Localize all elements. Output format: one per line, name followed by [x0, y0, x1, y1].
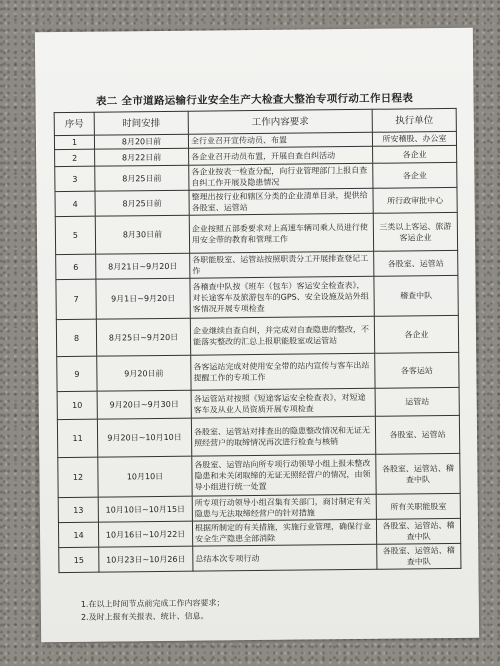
row-number: 4	[55, 191, 95, 216]
header-task: 工作内容要求	[188, 109, 372, 134]
row-time: 10月23日~10月26日	[99, 546, 193, 572]
row-task: 总结本次专项行动	[193, 544, 377, 571]
table-row	[58, 453, 460, 497]
row-task: 各企业按表一检查分配，向行业管理部门上报自查自纠工作开展及隐患情况	[189, 163, 373, 190]
row-time: 8月25日前	[95, 190, 189, 216]
row-unit: 所有关职能股室	[376, 493, 460, 519]
row-unit: 所安稽股、办公室	[372, 131, 456, 146]
table-row	[57, 387, 459, 419]
row-task: 各客运站完成对使用安全带的站内宣传与客车出站提醒工作的专项工作	[191, 353, 375, 390]
header-time: 时间安排	[94, 111, 188, 135]
row-number: 7	[56, 279, 96, 319]
row-task: 各企业召开动员布置，开展自查自纠活动	[189, 146, 373, 165]
row-number: 3	[55, 166, 95, 191]
row-task: 各股室、运管站向所专项行动领导小组上报未整改隐患和未关闭取缔的无证无照经营户的情况，由领导小组进行统一处置	[192, 454, 376, 496]
table-row	[55, 212, 457, 254]
row-time: 10月16日~10月22日	[98, 521, 192, 547]
row-task: 企业继续自查自纠，并完成对自查隐患的整改，不能落实整改的汇总上报职能股室或运管站	[190, 316, 374, 355]
row-time: 8月20日前	[94, 134, 188, 149]
row-task: 各职能股室、运管站按照职责分工开展排查登记工作	[190, 251, 374, 278]
row-number: 2	[55, 149, 95, 166]
row-unit: 运管站	[375, 387, 459, 416]
row-unit: 各客运站	[375, 352, 459, 388]
row-unit: 稽查中队	[374, 275, 458, 316]
row-unit: 各股室、运管站、稽查中队	[377, 543, 461, 569]
row-task: 所专项行动领导小组召集有关部门，商讨制定有关隐患与无法取缔经营户的针对措施	[192, 494, 376, 521]
row-time: 8月30日前	[95, 215, 189, 254]
document-title: 表二 全市道路运输行业安全生产大检查大整治专项行动工作日程表	[95, 92, 414, 108]
row-task: 各运管站对按照《短途客运安全检查表》，对短途客车及从业人员资质开展专项检查	[191, 388, 375, 418]
row-time: 9月20日~10月10日	[97, 418, 191, 457]
table-row	[59, 543, 461, 572]
row-unit: 所行政审批中心	[373, 187, 457, 213]
row-number: 15	[59, 547, 99, 572]
header-no: 序号	[54, 112, 94, 135]
row-number: 1	[54, 135, 94, 149]
row-unit: 三类以上客运、旅游客运企业	[373, 212, 457, 251]
row-task: 各股室、运管站对排查出的隐患整改情况和无证无照经营户的取缔情况再次进行检查与核销	[191, 416, 375, 456]
row-time: 9月20日前	[97, 355, 191, 391]
row-unit: 各股室、运管站、稽查中队	[376, 518, 460, 544]
row-number: 14	[58, 522, 98, 547]
header-unit: 执行单位	[372, 108, 456, 132]
row-number: 13	[58, 497, 98, 522]
row-time: 8月22日前	[95, 148, 189, 166]
table-row	[57, 415, 459, 457]
row-task: 全行业召开宣传动员、布置	[188, 132, 372, 148]
note-1: 1.在以上时间节点前完成工作内容要求；	[80, 598, 225, 609]
row-number: 6	[56, 254, 96, 279]
row-time: 9月20日~9月30日	[97, 390, 191, 419]
row-time: 9月1日~9月20日	[96, 278, 190, 319]
notes	[81, 596, 225, 624]
document-page	[35, 28, 479, 643]
row-task: 各稽查中队按《班车（包车）客运安全检查表》，对长途客车及旅游包车的GPS、安全设施及站外组客情况开展专项检查	[190, 276, 374, 318]
table-row	[57, 352, 459, 391]
row-time: 10月10日~10月15日	[98, 496, 192, 522]
table-row	[56, 275, 458, 319]
row-unit: 各股室、运管站	[375, 415, 459, 454]
row-task: 整理出按行业和辖区分类的企业清单目录，提供给各股室、运管站	[189, 188, 373, 215]
row-time: 8月25日前	[95, 165, 189, 191]
row-number: 10	[57, 391, 97, 419]
row-time: 8月25日~9月20日	[96, 318, 190, 356]
row-unit: 各企业	[373, 145, 457, 163]
row-number: 11	[57, 419, 97, 457]
table-row	[56, 315, 458, 356]
row-task: 根据所制定的有关措施，实施行业管理，确保行业安全生产隐患全部消除	[192, 519, 376, 546]
row-unit: 各股室、运管站、稽查中队	[376, 453, 460, 494]
row-time: 8月21日~9月20日	[96, 253, 190, 279]
row-number: 9	[57, 356, 97, 391]
row-number: 8	[56, 319, 96, 356]
row-time: 10月10日	[98, 456, 192, 497]
row-number: 5	[55, 216, 95, 254]
schedule-table	[54, 108, 462, 573]
row-unit: 各企业	[373, 162, 457, 188]
row-task: 企业按照五部委要求对上高速车辆司乘人员进行使用安全带的教育和管理工作	[189, 213, 373, 253]
note-2: 2.及时上报有关报表、统计、信息。	[80, 611, 209, 622]
row-number: 12	[58, 457, 98, 497]
row-unit: 各股室、运管站	[374, 250, 458, 276]
row-unit: 各企业	[374, 315, 458, 353]
